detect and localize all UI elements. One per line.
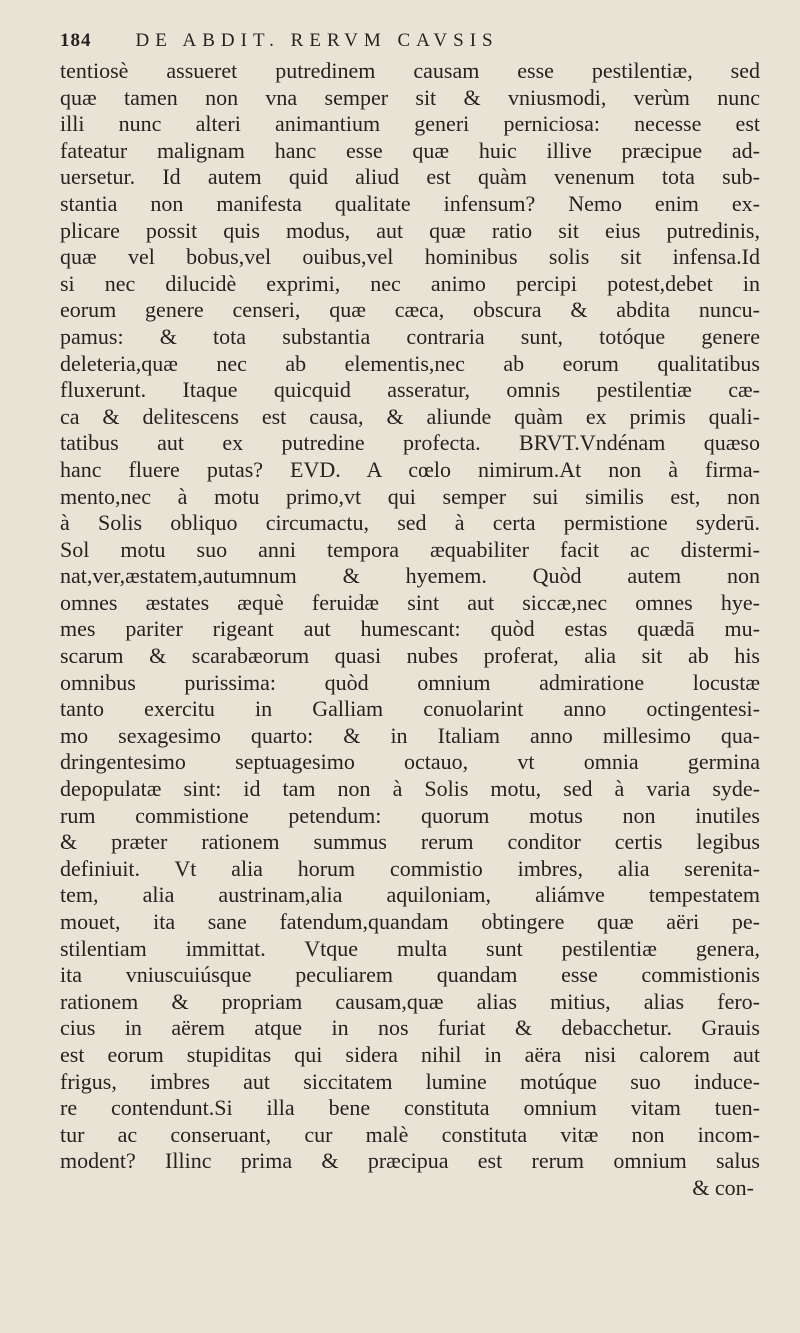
text-line: modent? Illinc prima & præcipua est rerum omnium salus [60, 1148, 760, 1174]
text-line: scarum & scarabæorum quasi nubes proferat, alia sit ab his [60, 643, 760, 669]
text-line: mes pariter rigeant aut humescant: quòd estas quædā mu- [60, 616, 760, 642]
text-line: est eorum stupiditas qui sidera nihil in aëra nisi calorem aut [60, 1041, 760, 1067]
text-line: mento,nec à motu primo,vt qui semper sui similis est, non [60, 483, 760, 509]
text-line: fluxerunt. Itaque quicquid asseratur, omnis pestilentiæ cæ- [60, 377, 760, 403]
page-number: 184 [60, 30, 92, 51]
text-line: omnibus purissima: quòd omnium admiratione locustæ [60, 669, 760, 695]
text-line: pamus: & tota substantia contraria sunt, totóque genere [60, 323, 760, 349]
text-line: tur ac conseruant, cur malè constituta vitæ non incom- [60, 1121, 760, 1147]
text-line: Sol motu suo anni tempora æquabiliter facit ac distermi- [60, 536, 760, 562]
text-line: deleteria,quæ nec ab elementis,nec ab eorum qualitatibus [60, 350, 760, 376]
text-line: depopulatæ sint: id tam non à Solis motu, sed à varia syde- [60, 776, 760, 802]
text-line: tanto exercitu in Galliam conuolarint anno octingentesi- [60, 696, 760, 722]
text-line: omnes æstates æquè feruidæ sint aut siccæ,nec omnes hye- [60, 589, 760, 615]
running-title: DE ABDIT. RERVM CAVSIS [135, 30, 499, 51]
text-line: si nec dilucidè exprimi, nec animo percipi potest,debet in [60, 270, 760, 296]
text-line: cius in aërem atque in nos furiat & debacchetur. Grauis [60, 1015, 760, 1041]
text-line: frigus, imbres aut siccitatem lumine motúque suo induce- [60, 1068, 760, 1094]
text-line: re contendunt.Si illa bene constituta omnium vitam tuen- [60, 1095, 760, 1121]
text-line: stantia non manifesta qualitate infensum? Nemo enim ex- [60, 190, 760, 216]
catchword: & con- [692, 1174, 754, 1200]
body-text [60, 58, 760, 1202]
text-line: quæ vel bobus,vel ouibus,vel hominibus solis sit infensa.Id [60, 244, 760, 270]
text-line: quæ tamen non vna semper sit & vniusmodi, verùm nunc [60, 84, 760, 110]
text-line: rationem & propriam causam,quæ alias mitius, alias fero- [60, 988, 760, 1014]
text-line: rum commistione petendum: quorum motus non inutiles [60, 802, 760, 828]
text-line: uersetur. Id autem quid aliud est quàm venenum tota sub- [60, 164, 760, 190]
text-line: hanc fluere putas? EVD. A cœlo nimirum.At non à firma- [60, 456, 760, 482]
text-line: dringentesimo septuagesimo octauo, vt omnia germina [60, 749, 760, 775]
text-line: illi nunc alteri animantium generi perniciosa: necesse est [60, 111, 760, 137]
text-line: nat,ver,æstatem,autumnum & hyemem. Quòd autem non [60, 563, 760, 589]
text-line: eorum genere censeri, quæ cæca, obscura & abdita nuncu- [60, 297, 760, 323]
page-header [60, 30, 760, 58]
text-line: à Solis obliquo circumactu, sed à certa permistione syderū. [60, 510, 760, 536]
text-line: definiuit. Vt alia horum commistio imbres, alia serenita- [60, 855, 760, 881]
text-line: ca & delitescens est causa, & aliunde quàm ex primis quali- [60, 403, 760, 429]
text-line: tentiosè assueret putredinem causam esse pestilentiæ, sed [60, 58, 760, 83]
text-line: plicare possit quis modus, aut quæ ratio sit eius putredinis, [60, 217, 760, 243]
text-line: tem, alia austrinam,alia aquiloniam, aliámve tempestatem [60, 882, 760, 908]
text-line: mo sexagesimo quarto: & in Italiam anno millesimo qua- [60, 722, 760, 748]
text-line: & præter rationem summus rerum conditor certis legibus [60, 829, 760, 855]
text-line: tatibus aut ex putredine profecta. BRVT.Vndénam quæso [60, 430, 760, 456]
text-line: mouet, ita sane fatendum,quandam obtingere quæ aëri pe- [60, 909, 760, 934]
text-line: stilentiam immittat. Vtque multa sunt pestilentiæ genera, [60, 935, 760, 961]
text-line: fateatur malignam hanc esse quæ huic illive præcipue ad- [60, 137, 760, 163]
text-line: ita vniuscuiúsque peculiarem quandam esse commistionis [60, 962, 760, 988]
